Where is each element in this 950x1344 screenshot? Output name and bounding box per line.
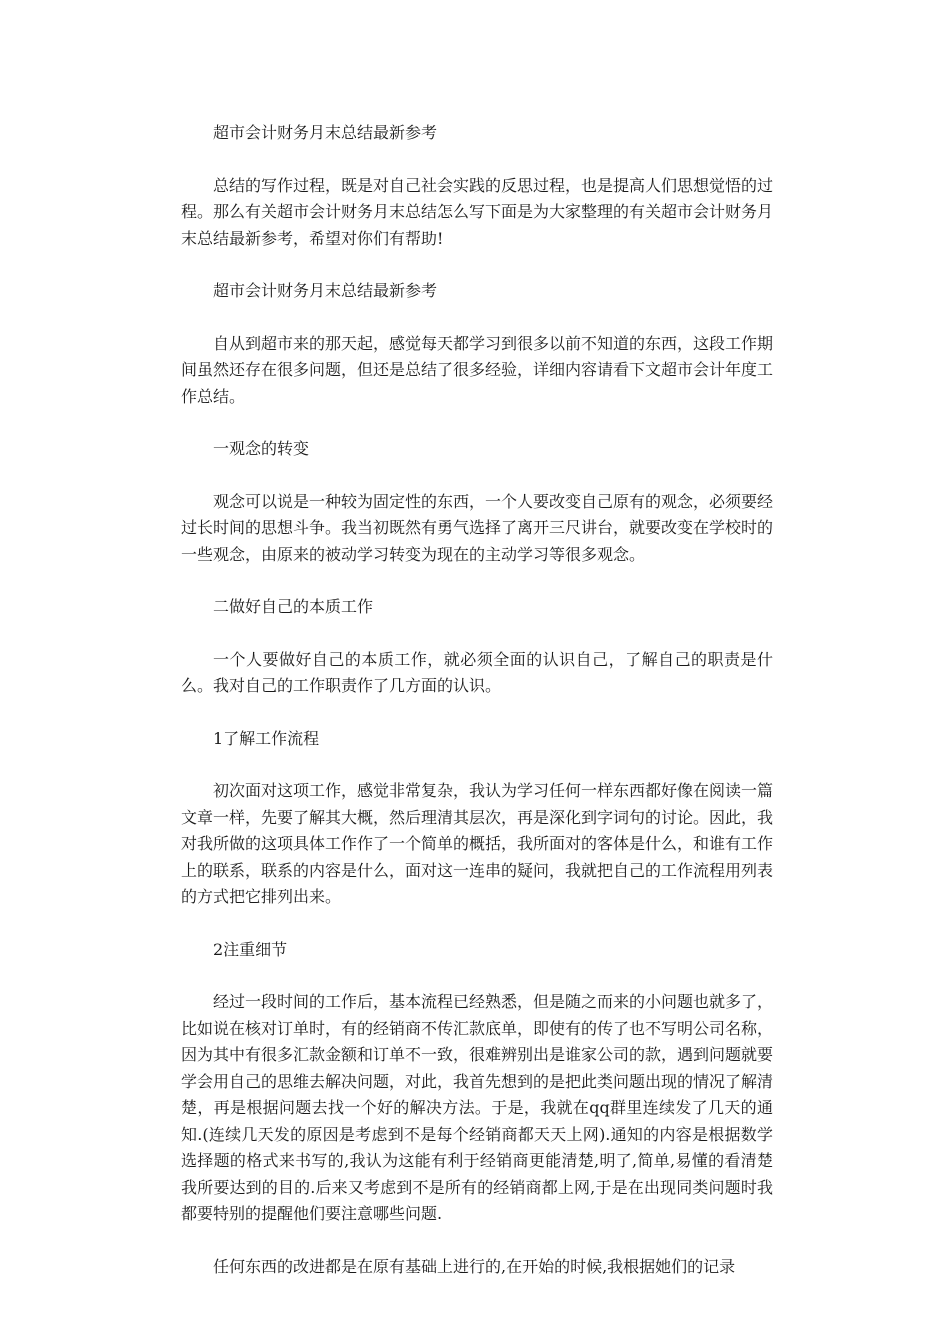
intro-paragraph: 总结的写作过程，既是对自己社会实践的反思过程，也是提高人们思想觉悟的过程。那么有关超市会计财务月末总结怎么写下面是为大家整理的有关超市会计财务月末总结最新参考，希望对你们有帮助! <box>181 175 774 248</box>
section-body-mindset: 观念可以说是一种较为固定性的东西，一个人要改变自己原有的观念，必须要经过长时间的思想斗争。我当初既然有勇气选择了离开三尺讲台，就要改变在学校时的一些观念，由原来的被动学习转变为现在的主动学习等很多观念。 <box>181 491 774 564</box>
opening-paragraph: 自从到超市来的那天起，感觉每天都学习到很多以前不知道的东西，这段工作期间虽然还存在很多问题，但还是总结了很多经验，详细内容请看下文超市会计年度工作总结。 <box>181 333 774 406</box>
final-paragraph-partial: 任何东西的改进都是在原有基础上进行的,在开始的时候,我根据她们的记录 <box>213 1256 736 1276</box>
document-title: 超市会计财务月末总结最新参考 <box>213 123 438 142</box>
section-heading-mindset: 一观念的转变 <box>213 439 310 458</box>
subsection-heading-workflow: 1了解工作流程 <box>213 728 320 748</box>
document-page <box>181 120 773 1306</box>
subsection-heading-details: 2注重细节 <box>213 939 288 959</box>
subsection-body-details: 经过一段时间的工作后，基本流程已经熟悉，但是随之而来的小问题也就多了，比如说在核对订单时，有的经销商不传汇款底单，即使有的传了也不写明公司名称，因为其中有很多汇款金额和订单不一致，很难辨别出是谁家公司的款，遇到问题就要学会用自己的思维去解决问题，对此，我首先想到的是把此类问题出现的情况了解清楚，再是根据问题去找一个好的解决方法。于是，我就在qq群里连续发了几天的通知.(连续几天发的原因是考虑到不是每个经销商都天天上网).通知的内容是根据数学选择题的格式来书写的,我认为这能有利于经销商更能清楚,明了,简单,易懂的看清楚我所要达到的目的.后来又考虑到不是所有的经销商都上网,于是在出现同类问题时我都要特别的提醒他们要注意哪些问题. <box>181 992 774 1223</box>
section-heading-work: 二做好自己的本质工作 <box>213 597 374 616</box>
section-body-work: 一个人要做好自己的本质工作，就必须全面的认识自己，了解自己的职责是什么。我对自己的工作职责作了几方面的认识。 <box>181 649 773 695</box>
document-subtitle: 超市会计财务月末总结最新参考 <box>213 281 438 300</box>
subsection-body-workflow: 初次面对这项工作，感觉非常复杂，我认为学习任何一样东西都好像在阅读一篇文章一样，先要了解其大概，然后理清其层次，再是深化到字词句的讨论。因此，我对我所做的这项具体工作作了一个简单的概括，我所面对的客体是什么，和谁有工作上的联系，联系的内容是什么，面对这一连串的疑问，我就把自己的工作流程用列表的方式把它排列出来。 <box>181 781 774 906</box>
